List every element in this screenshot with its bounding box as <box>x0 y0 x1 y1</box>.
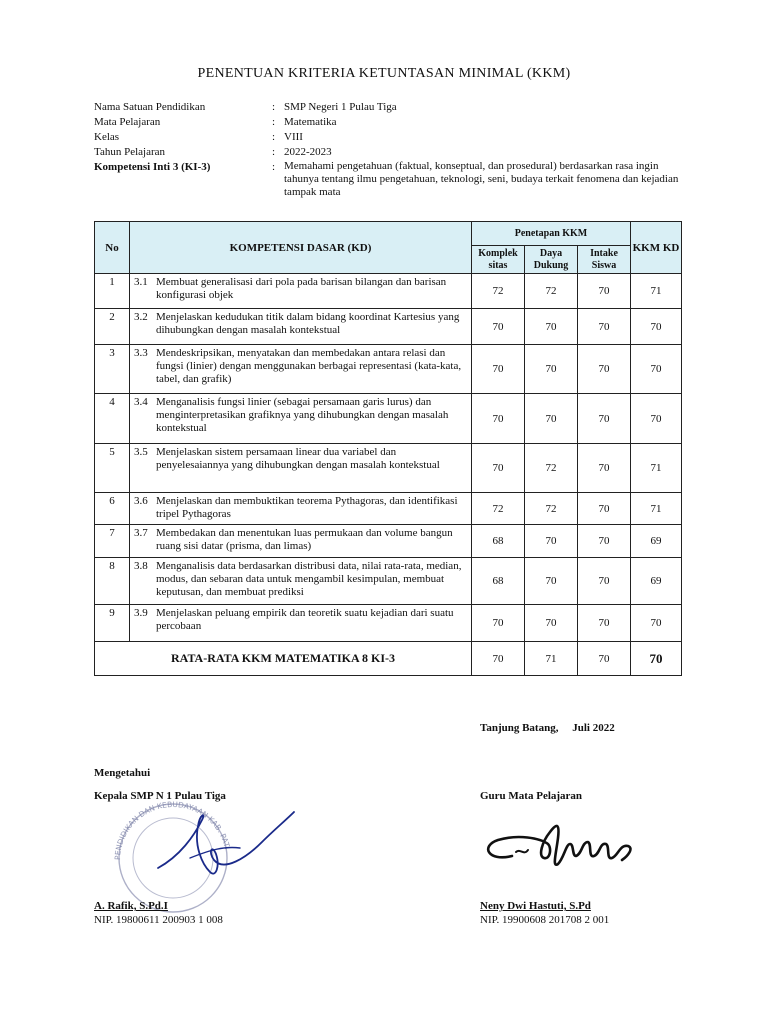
info-value: Memahami pengetahuan (faktual, konseptual, dan prosedural) berdasarkan rasa ingin tahunya tentang ilmu pengetahuan, teknologi, seni, budaya terkait fenomena dan kejadian tampak mata <box>284 160 679 198</box>
info-colon: : <box>272 161 276 173</box>
cell-kkm-kd: 71 <box>631 493 682 525</box>
kd-text: Membedakan dan menentukan luas permukaan dan volume bangun ruang sisi datar (prisma, dan limas) <box>156 527 453 552</box>
cell-kompleksitas: 70 <box>472 605 525 642</box>
info-row-year <box>94 145 684 160</box>
cell-kkm-kd: 70 <box>631 309 682 345</box>
table-row <box>95 605 682 642</box>
kd-text: Menjelaskan dan membuktikan teorema Pythagoras, dan identifikasi tripel Pythagoras <box>156 495 458 520</box>
info-label: Kompetensi Inti 3 (KI-3) <box>94 161 211 173</box>
row-kd <box>130 345 472 394</box>
kd-text: Menganalisis fungsi linier (sebagai persamaan garis lurus) dan menginterpretasikan grafiknya yang dihubungkan dengan masalah kontekstual <box>156 396 449 434</box>
info-colon: : <box>272 131 276 143</box>
kd-code: 3.7 <box>134 527 148 539</box>
kd-text: Membuat generalisasi dari pola pada barisan bilangan dan barisan konfigurasi objek <box>156 276 447 301</box>
average-kkm-kd: 70 <box>631 642 682 676</box>
cell-kompleksitas: 68 <box>472 525 525 558</box>
cell-kkm-kd: 71 <box>631 444 682 493</box>
info-label: Nama Satuan Pendidikan <box>94 101 206 113</box>
identity-info <box>94 100 684 199</box>
info-label: Tahun Pelajaran <box>94 146 166 158</box>
cell-daya-dukung: 72 <box>525 444 578 493</box>
cell-daya-dukung: 70 <box>525 558 578 605</box>
row-no: 4 <box>95 394 130 444</box>
table-row <box>95 309 682 345</box>
header-intake: Intake Siswa <box>578 246 631 274</box>
teacher-nip: NIP. 19900608 201708 2 001 <box>480 914 610 926</box>
kd-text: Mendeskripsikan, menyatakan dan membedakan antara relasi dan fungsi (linier) dengan menggunakan berbagai representasi (kata-kata, tabel, dan grafik) <box>156 347 462 385</box>
row-kd <box>130 394 472 444</box>
info-label: Mata Pelajaran <box>94 116 161 128</box>
info-colon: : <box>272 116 276 128</box>
teacher-signature <box>478 816 638 874</box>
header-kd: KOMPETENSI DASAR (KD) <box>130 222 472 274</box>
info-label: Kelas <box>94 131 120 143</box>
kd-text: Menjelaskan peluang empirik dan teoretik suatu kejadian dari suatu percobaan <box>156 607 454 632</box>
cell-daya-dukung: 72 <box>525 274 578 309</box>
table-row <box>95 525 682 558</box>
row-no: 1 <box>95 274 130 309</box>
info-row-subject <box>94 115 684 130</box>
row-kd <box>130 274 472 309</box>
kd-code: 3.2 <box>134 311 148 323</box>
header-kompleksitas: Komplek sitas <box>472 246 525 274</box>
kd-code: 3.3 <box>134 347 148 359</box>
kd-code: 3.8 <box>134 560 148 572</box>
kd-text: Menjelaskan kedudukan titik dalam bidang koordinat Kartesius yang dihubungkan dengan masalah kontekstual <box>156 311 460 336</box>
info-row-school <box>94 100 684 115</box>
principal-role: Kepala SMP N 1 Pulau Tiga <box>94 790 226 802</box>
principal-name: A. Rafik, S.Pd.I <box>94 900 168 912</box>
cell-kompleksitas: 68 <box>472 558 525 605</box>
row-kd <box>130 558 472 605</box>
cell-kompleksitas: 70 <box>472 394 525 444</box>
stamp-text: PENDIDIKAN DAN KEBUDAYAAN KAB. PATI <box>112 799 232 861</box>
row-kd <box>130 525 472 558</box>
info-value: 2022-2023 <box>284 146 332 158</box>
cell-intake: 70 <box>578 605 631 642</box>
table-row <box>95 558 682 605</box>
cell-intake: 70 <box>578 309 631 345</box>
principal-signature <box>150 806 300 896</box>
kkm-table <box>94 221 682 676</box>
average-daya-dukung: 71 <box>525 642 578 676</box>
acknowledged-label: Mengetahui <box>94 767 151 779</box>
info-row-class <box>94 130 684 145</box>
header-daya-dukung: Daya Dukung <box>525 246 578 274</box>
cell-kkm-kd: 70 <box>631 345 682 394</box>
cell-daya-dukung: 70 <box>525 345 578 394</box>
row-no: 5 <box>95 444 130 493</box>
average-label: RATA-RATA KKM MATEMATIKA 8 KI-3 <box>95 642 472 676</box>
cell-daya-dukung: 72 <box>525 493 578 525</box>
cell-kkm-kd: 70 <box>631 605 682 642</box>
info-row-ki3 <box>94 160 684 199</box>
info-value: Matematika <box>284 116 337 128</box>
cell-intake: 70 <box>578 394 631 444</box>
row-no: 6 <box>95 493 130 525</box>
row-kd <box>130 605 472 642</box>
kd-text: Menjelaskan sistem persamaan linear dua variabel dan penyelesaiannya yang dihubungkan dengan masalah kontekstual <box>156 446 440 471</box>
kd-code: 3.4 <box>134 396 148 408</box>
cell-daya-dukung: 70 <box>525 394 578 444</box>
cell-intake: 70 <box>578 493 631 525</box>
cell-kompleksitas: 70 <box>472 345 525 394</box>
cell-kkm-kd: 70 <box>631 394 682 444</box>
table-row <box>95 274 682 309</box>
row-no: 9 <box>95 605 130 642</box>
cell-kkm-kd: 71 <box>631 274 682 309</box>
cell-daya-dukung: 70 <box>525 605 578 642</box>
header-no: No <box>95 222 130 274</box>
cell-intake: 70 <box>578 444 631 493</box>
document-title: PENENTUAN KRITERIA KETUNTASAN MINIMAL (KKM) <box>197 66 571 81</box>
kd-code: 3.9 <box>134 607 148 619</box>
kd-code: 3.1 <box>134 276 148 288</box>
principal-nip: NIP. 19800611 200903 1 008 <box>94 914 223 926</box>
kkm-table-body <box>95 274 682 676</box>
row-no: 3 <box>95 345 130 394</box>
table-row-average <box>95 642 682 676</box>
info-colon: : <box>272 146 276 158</box>
cell-intake: 70 <box>578 525 631 558</box>
cell-intake: 70 <box>578 558 631 605</box>
row-kd <box>130 493 472 525</box>
teacher-role: Guru Mata Pelajaran <box>480 790 583 802</box>
row-no: 2 <box>95 309 130 345</box>
cell-intake: 70 <box>578 274 631 309</box>
table-row <box>95 444 682 493</box>
kd-code: 3.6 <box>134 495 148 507</box>
header-kkm-kd: KKM KD <box>631 222 682 274</box>
info-value: SMP Negeri 1 Pulau Tiga <box>284 101 397 113</box>
cell-kompleksitas: 70 <box>472 444 525 493</box>
place-date: Tanjung Batang, Juli 2022 <box>480 722 615 734</box>
table-row <box>95 493 682 525</box>
row-no: 7 <box>95 525 130 558</box>
row-kd <box>130 444 472 493</box>
header-penetapan: Penetapan KKM <box>472 222 631 246</box>
cell-kkm-kd: 69 <box>631 558 682 605</box>
average-intake: 70 <box>578 642 631 676</box>
row-no: 8 <box>95 558 130 605</box>
kd-text: Menganalisis data berdasarkan distribusi data, nilai rata-rata, median, modus, dan sebaran data untuk mengambil kesimpulan, membuat keputusan, dan membuat prediksi <box>156 560 462 598</box>
average-kompleksitas: 70 <box>472 642 525 676</box>
info-value: VIII <box>284 131 303 143</box>
row-kd <box>130 309 472 345</box>
cell-kompleksitas: 72 <box>472 493 525 525</box>
cell-daya-dukung: 70 <box>525 309 578 345</box>
cell-intake: 70 <box>578 345 631 394</box>
cell-kompleksitas: 72 <box>472 274 525 309</box>
cell-kompleksitas: 70 <box>472 309 525 345</box>
kd-code: 3.5 <box>134 446 148 458</box>
table-row <box>95 345 682 394</box>
cell-daya-dukung: 70 <box>525 525 578 558</box>
cell-kkm-kd: 69 <box>631 525 682 558</box>
table-row <box>95 394 682 444</box>
teacher-name: Neny Dwi Hastuti, S.Pd <box>480 900 591 912</box>
info-colon: : <box>272 101 276 113</box>
